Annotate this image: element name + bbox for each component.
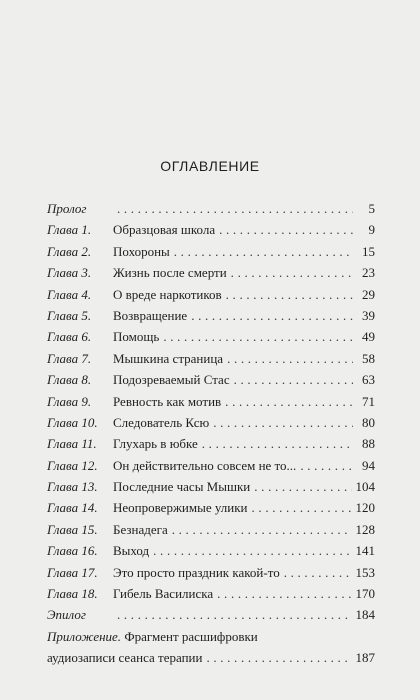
toc-entry-page: 141 xyxy=(355,543,375,559)
toc-entry-page: 71 xyxy=(362,393,375,409)
toc-entry-title: Глухарь в юбке xyxy=(113,436,198,452)
toc-leader-dots xyxy=(252,497,352,518)
toc-entry-page: 5 xyxy=(368,201,375,216)
toc-entry xyxy=(47,219,375,240)
toc-leader-dots xyxy=(213,412,353,433)
toc-entry-label: Глава 5. xyxy=(47,307,92,323)
toc-leader-dots xyxy=(231,262,353,283)
toc-rows xyxy=(47,198,375,626)
appendix-label: Приложение. xyxy=(47,628,122,644)
toc-entry xyxy=(47,519,375,540)
toc-entry-label: Глава 15. xyxy=(47,521,98,537)
toc-leader-dots xyxy=(191,305,353,326)
toc-entry-page: 23 xyxy=(362,265,375,281)
toc-entry-label: Глава 17. xyxy=(47,564,98,580)
toc-entry xyxy=(47,369,375,390)
toc-entry-page: 184 xyxy=(355,607,375,623)
toc-entry-title: Выход xyxy=(113,543,150,559)
toc-leader-dots xyxy=(202,433,353,454)
toc-entry-page: 170 xyxy=(355,586,375,602)
toc-leader-dots xyxy=(219,219,353,240)
toc-leader-dots xyxy=(206,647,351,668)
toc-entry-page: 80 xyxy=(362,414,375,430)
toc-entry-page: 9 xyxy=(368,222,375,238)
toc-leader-dots xyxy=(172,519,352,540)
toc-leader-dots xyxy=(217,583,351,604)
toc-entry-page: 29 xyxy=(362,286,375,302)
toc-leader-dots xyxy=(284,562,352,583)
toc-leader-dots xyxy=(227,348,353,369)
toc-entry xyxy=(47,455,375,476)
toc-leader-dots xyxy=(254,476,351,497)
toc-entry-label: Глава 9. xyxy=(47,393,92,409)
toc-leader-dots xyxy=(117,604,352,625)
toc-entry xyxy=(47,305,375,326)
toc-entry xyxy=(47,198,375,219)
toc-entry-title: Гибель Василиска xyxy=(113,586,214,602)
toc-leader-dots xyxy=(117,198,353,219)
table-of-contents xyxy=(47,198,375,669)
toc-entry-page: 15 xyxy=(362,243,375,259)
toc-entry-title: Он действительно совсем не то... xyxy=(113,457,297,473)
toc-entry-page: 63 xyxy=(362,372,375,388)
appendix-page: 187 xyxy=(355,650,375,666)
toc-entry xyxy=(47,540,375,561)
toc-entry-page: 39 xyxy=(362,307,375,323)
toc-entry-label: Пролог xyxy=(47,201,87,216)
toc-entry xyxy=(47,433,375,454)
toc-entry-page: 120 xyxy=(355,500,375,516)
toc-leader-dots xyxy=(226,284,353,305)
toc-entry-page: 94 xyxy=(362,457,375,473)
toc-entry-label: Глава 1. xyxy=(47,222,92,238)
toc-entry-label: Глава 12. xyxy=(47,457,98,473)
toc-leader-dots xyxy=(300,455,353,476)
toc-entry-label: Глава 3. xyxy=(47,265,92,281)
toc-entry xyxy=(47,604,375,625)
toc-entry-label: Глава 4. xyxy=(47,286,92,302)
toc-entry-title: Похороны xyxy=(113,243,170,259)
toc-entry-page: 104 xyxy=(355,479,375,495)
toc-entry xyxy=(47,348,375,369)
toc-entry-title: Жизнь после смерти xyxy=(113,265,227,281)
toc-leader-dots xyxy=(163,326,353,347)
toc-entry-title: Возвращение xyxy=(113,307,188,323)
toc-entry xyxy=(47,284,375,305)
toc-entry xyxy=(47,497,375,518)
toc-entry-label: Глава 8. xyxy=(47,372,92,388)
toc-entry-label: Глава 14. xyxy=(47,500,98,516)
toc-entry-title: О вреде наркотиков xyxy=(113,286,222,302)
toc-entry-page: 88 xyxy=(362,436,375,452)
toc-entry xyxy=(47,412,375,433)
toc-entry-page: 58 xyxy=(362,350,375,366)
toc-entry-title: Последние часы Мышки xyxy=(113,479,251,495)
toc-entry xyxy=(47,476,375,497)
toc-entry-title: Образцовая школа xyxy=(113,222,216,238)
toc-entry-label: Глава 6. xyxy=(47,329,92,345)
toc-entry-label: Глава 11. xyxy=(47,436,97,452)
toc-leader-dots xyxy=(153,540,351,561)
toc-entry-title: Это просто праздник какой-то xyxy=(113,564,280,580)
toc-entry-title: Следователь Ксю xyxy=(113,414,210,430)
toc-entry-title: Подозреваемый Стас xyxy=(113,372,230,388)
toc-entry-title: Помощь xyxy=(113,329,160,345)
appendix-title-line1: Фрагмент расшифровки xyxy=(124,628,258,644)
toc-entry-label: Глава 2. xyxy=(47,243,92,259)
toc-leader-dots xyxy=(174,241,353,262)
toc-entry xyxy=(47,391,375,412)
toc-entry xyxy=(47,583,375,604)
toc-entry-label: Глава 13. xyxy=(47,479,98,495)
toc-entry-label: Эпилог xyxy=(47,607,86,623)
toc-entry-label: Глава 18. xyxy=(47,586,98,602)
toc-entry-page: 128 xyxy=(355,521,375,537)
appendix-title-line2: аудиозаписи сеанса терапии xyxy=(47,650,203,666)
toc-entry-title: Неопровержимые улики xyxy=(113,500,248,516)
toc-entry-title: Безнадега xyxy=(113,521,168,537)
toc-entry xyxy=(47,262,375,283)
toc-entry xyxy=(47,562,375,583)
toc-entry-page: 153 xyxy=(355,564,375,580)
toc-entry-page: 49 xyxy=(362,329,375,345)
appendix-line2 xyxy=(47,647,375,668)
appendix-line1 xyxy=(47,626,375,647)
toc-leader-dots xyxy=(225,391,353,412)
toc-entry-title: Мышкина страница xyxy=(113,350,224,366)
toc-entry-label: Глава 16. xyxy=(47,543,98,559)
toc-entry xyxy=(47,241,375,262)
toc-entry xyxy=(47,326,375,347)
toc-entry-appendix xyxy=(47,626,375,669)
toc-entry-label: Глава 7. xyxy=(47,350,92,366)
toc-heading: ОГЛАВЛЕНИЕ xyxy=(160,158,260,174)
toc-entry-title: Ревность как мотив xyxy=(113,393,222,409)
toc-entry-label: Глава 10. xyxy=(47,414,98,430)
toc-leader-dots xyxy=(234,369,353,390)
